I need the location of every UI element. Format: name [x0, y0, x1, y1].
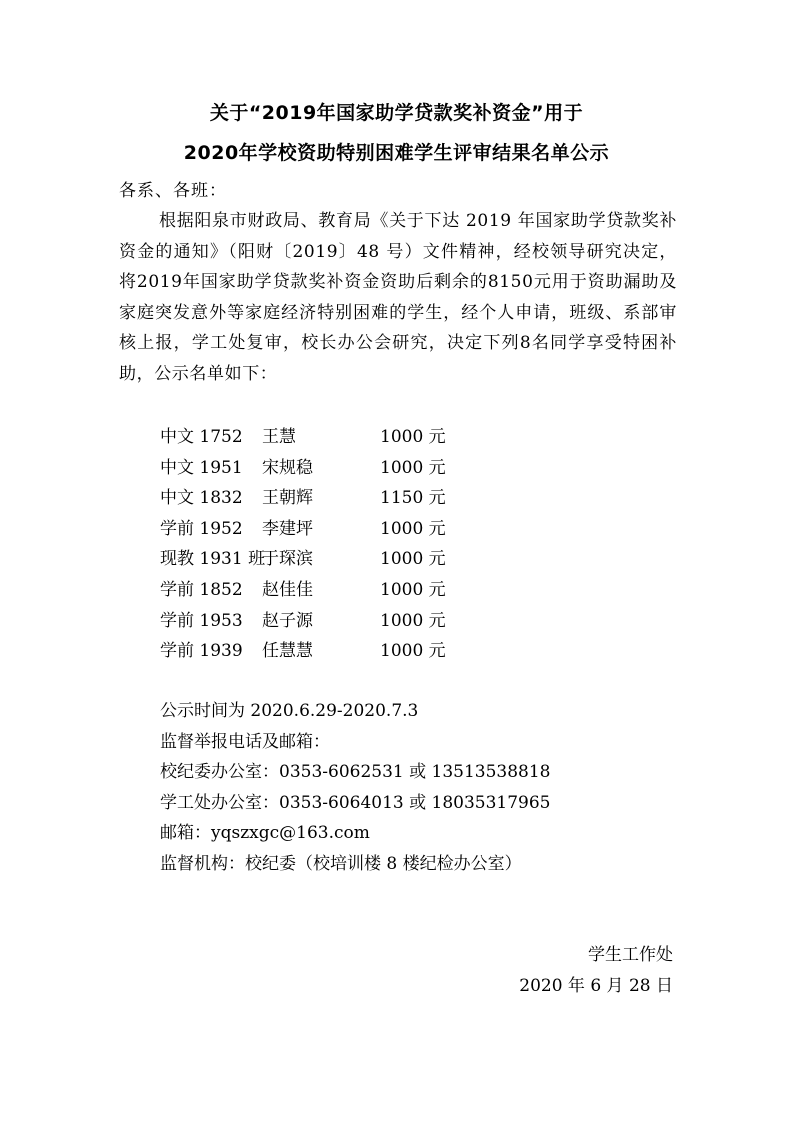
notice-period: 公示时间为 2020.6.29-2020.7.3	[160, 701, 419, 721]
recipient-amount: 1000 元	[380, 427, 446, 447]
issue-date: 2020 年 6 月 28 日	[519, 976, 673, 996]
recipient-class: 学前 1852	[160, 579, 243, 600]
recipient-class: 学前 1939	[160, 641, 243, 662]
recipient-class: 学前 1953	[160, 610, 243, 631]
recipient-amount: 1000 元	[380, 518, 446, 539]
recipient-name: 王朝辉	[262, 488, 313, 509]
hotline-heading: 监督举报电话及邮箱：	[160, 731, 330, 752]
recipient-amount: 1000 元	[380, 457, 446, 478]
recipient-name: 于琛滨	[262, 549, 313, 570]
document-title-line-1: 关于“2019年国家助学贷款奖补资金”用于	[209, 102, 584, 124]
student-affairs-office-contact: 学工处办公室：0353-6064013 或 18035317965	[160, 792, 551, 813]
recipient-class: 中文 1752	[160, 427, 243, 447]
recipient-amount: 1000 元	[380, 610, 446, 631]
recipient-amount: 1000 元	[380, 641, 446, 662]
recipient-name: 宋规稳	[262, 457, 313, 478]
recipient-amount: 1000 元	[380, 579, 446, 600]
body-paragraph: 根据阳泉市财政局、教育局《关于下达 2019 年国家助学贷款奖补资金的通知》（阳财〔2019〕48 号）文件精神，经校领导研究决定，将2019年国家助学贷款奖补资金资助后剩余的8150元用于资助漏助及家庭突发意外等家庭经济特别困难的学生，经个人申请，班级、系部审核上报，学工处复审，校长办公会研究，决定下列8名同学享受特困补助，公示名单如下：	[119, 211, 677, 384]
salutation: 各系、各班：	[119, 181, 227, 201]
recipient-class: 中文 1951	[160, 457, 243, 478]
recipient-name: 王慧	[262, 427, 296, 447]
recipient-name: 赵子源	[262, 610, 313, 631]
email-contact: 邮箱：yqszxgc@163.com	[160, 823, 370, 844]
discipline-office-contact: 校纪委办公室：0353-6062531 或 13513538818	[160, 762, 551, 783]
recipient-name: 任慧慧	[262, 641, 313, 662]
recipient-name: 李建坪	[262, 518, 313, 539]
recipient-class: 学前 1952	[160, 518, 243, 539]
recipient-class: 现教 1931 班	[160, 549, 266, 570]
supervising-body: 监督机构：校纪委（校培训楼 8 楼纪检办公室）	[160, 853, 522, 874]
issuing-department: 学生工作处	[588, 945, 673, 965]
signature-block	[519, 940, 673, 1002]
notice-info	[160, 696, 551, 880]
recipient-class: 中文 1832	[160, 488, 243, 509]
recipient-amount: 1150 元	[380, 488, 446, 509]
recipient-name: 赵佳佳	[262, 579, 313, 600]
document-title-line-2: 2020年学校资助特别困难学生评审结果名单公示	[183, 142, 610, 164]
recipient-amount: 1000 元	[380, 549, 446, 570]
